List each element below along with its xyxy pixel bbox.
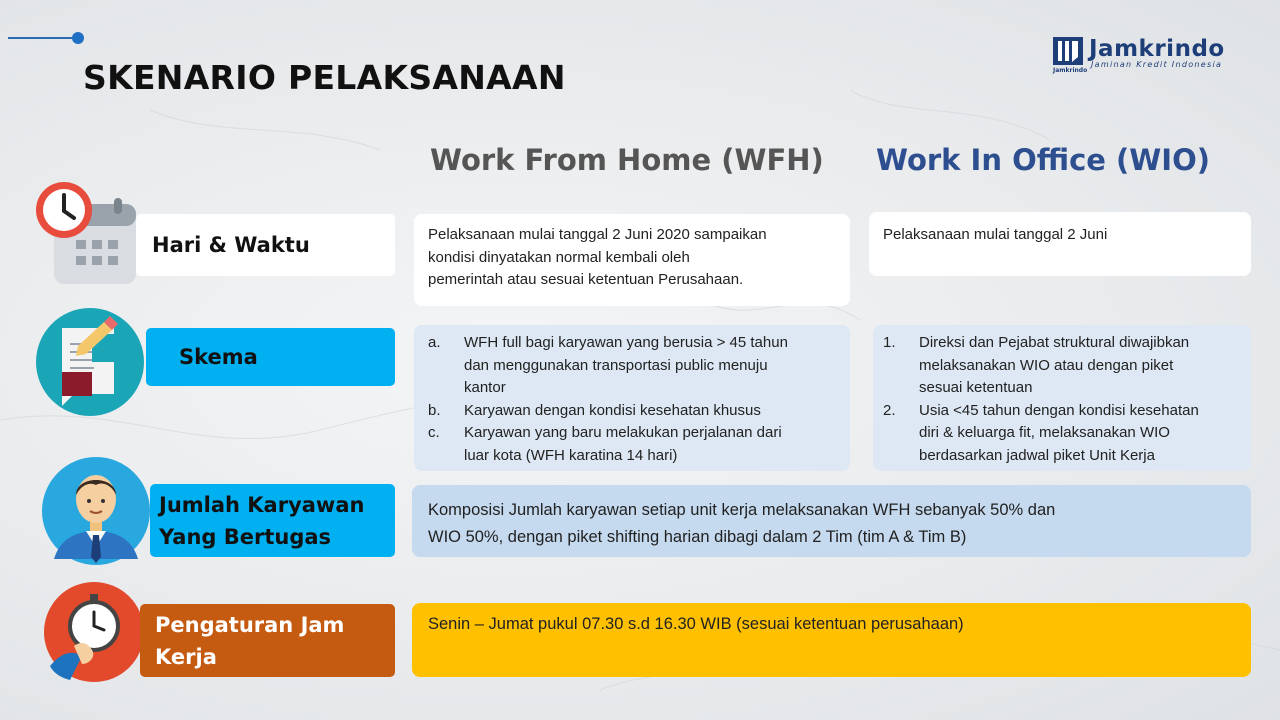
cell-hari-wfh-line: Pelaksanaan mulai tanggal 2 Juni 2020 sampaikan	[428, 226, 767, 243]
list-item-line: luar kota (WFH karatina 14 hari)	[464, 446, 678, 464]
cell-jam-text: Senin – Jumat pukul 07.30 s.d 16.30 WIB (sesuai ketentuan perusahaan)	[428, 615, 964, 633]
list-item-line: Karyawan yang baru melakukan perjalanan dari	[464, 424, 782, 441]
list-marker: b.	[428, 401, 441, 419]
list-item	[428, 400, 836, 423]
list-item-line: Usia <45 tahun dengan kondisi kesehatan	[919, 401, 1199, 419]
column-heading-wio: Work In Office (WIO)	[876, 143, 1210, 177]
list-item-line: sesuai ketentuan	[919, 379, 1033, 396]
list-item	[428, 422, 836, 467]
cell-jumlah-line: Komposisi Jumlah karyawan setiap unit kerja melaksanakan WFH sebanyak 50% dan	[428, 501, 1056, 519]
logo-tagline: Jaminan Kredit Indonesia	[1091, 60, 1223, 69]
row-label-hari-waktu	[136, 214, 395, 276]
list-item-line: melaksanakan WIO atau dengan piket	[919, 356, 1174, 374]
cell-hari-wio-text: Pelaksanaan mulai tanggal 2 Juni	[883, 226, 1108, 243]
row-label-skema-text: Skema	[179, 345, 258, 369]
list-item-line: Karyawan dengan kondisi kesehatan khusus	[464, 401, 761, 419]
list-marker: c.	[428, 424, 440, 441]
list-item-line: kantor	[464, 379, 506, 396]
list-item-line: diri & keluarga fit, melaksanakan WIO	[919, 424, 1170, 441]
header-accent-line	[8, 37, 74, 39]
cell-skema-wio	[873, 325, 1251, 471]
list-item	[883, 332, 1241, 400]
row-label-jumlah-line: Jumlah Karyawan	[159, 492, 365, 517]
employee-avatar-icon	[40, 455, 152, 567]
list-item-line: berdasarkan jadwal piket Unit Kerja	[919, 446, 1155, 464]
row-label-jumlah-line: Yang Bertugas	[159, 524, 332, 549]
row-label-jam-line: Pengaturan Jam	[155, 612, 345, 637]
row-label-jam	[140, 604, 395, 677]
cell-jumlah	[412, 485, 1251, 557]
list-marker: a.	[428, 334, 441, 351]
logo-name: Jamkrindo	[1089, 36, 1225, 62]
cell-skema-wfh	[414, 325, 850, 471]
row-label-jumlah	[150, 484, 395, 557]
slide-title: SKENARIO PELAKSANAAN	[83, 58, 566, 97]
logo-mark-text: Jamkrindo	[1053, 67, 1088, 74]
row-label-jam-line: Kerja	[155, 644, 217, 669]
header-accent-dot	[72, 32, 84, 44]
jamkrindo-logo-mark-icon	[1053, 37, 1083, 69]
row-label-hari-waktu-text: Hari & Waktu	[152, 233, 310, 257]
cell-hari-wfh-line: kondisi dinyatakan normal kembali oleh	[428, 248, 690, 266]
list-item	[883, 400, 1241, 468]
skema-wfh-list	[428, 332, 836, 467]
cell-hari-wio	[869, 212, 1251, 276]
list-item	[428, 332, 836, 400]
list-item-line: Direksi dan Pejabat struktural diwajibkan	[919, 334, 1190, 351]
column-heading-wfh: Work From Home (WFH)	[430, 143, 824, 177]
skema-wio-list	[883, 332, 1241, 467]
cell-hari-wfh-line: pemerintah atau sesuai ketentuan Perusahaan.	[428, 271, 744, 288]
list-item-line: WFH full bagi karyawan yang berusia > 45 tahun	[464, 334, 788, 351]
list-marker: 1.	[883, 334, 896, 351]
cell-hari-wfh	[414, 214, 850, 306]
stopwatch-hand-icon	[42, 580, 146, 684]
cell-jumlah-line: WIO 50%, dengan piket shifting harian dibagi dalam 2 Tim (tim A & Tim B)	[428, 528, 967, 546]
cell-jam	[412, 603, 1251, 677]
jamkrindo-logo	[1053, 37, 1233, 77]
row-label-skema	[146, 328, 395, 386]
list-marker: 2.	[883, 401, 896, 419]
document-pencil-icon	[34, 306, 146, 418]
clock-calendar-icon	[32, 178, 140, 288]
list-item-line: dan menggunakan transportasi public menuju	[464, 356, 768, 374]
